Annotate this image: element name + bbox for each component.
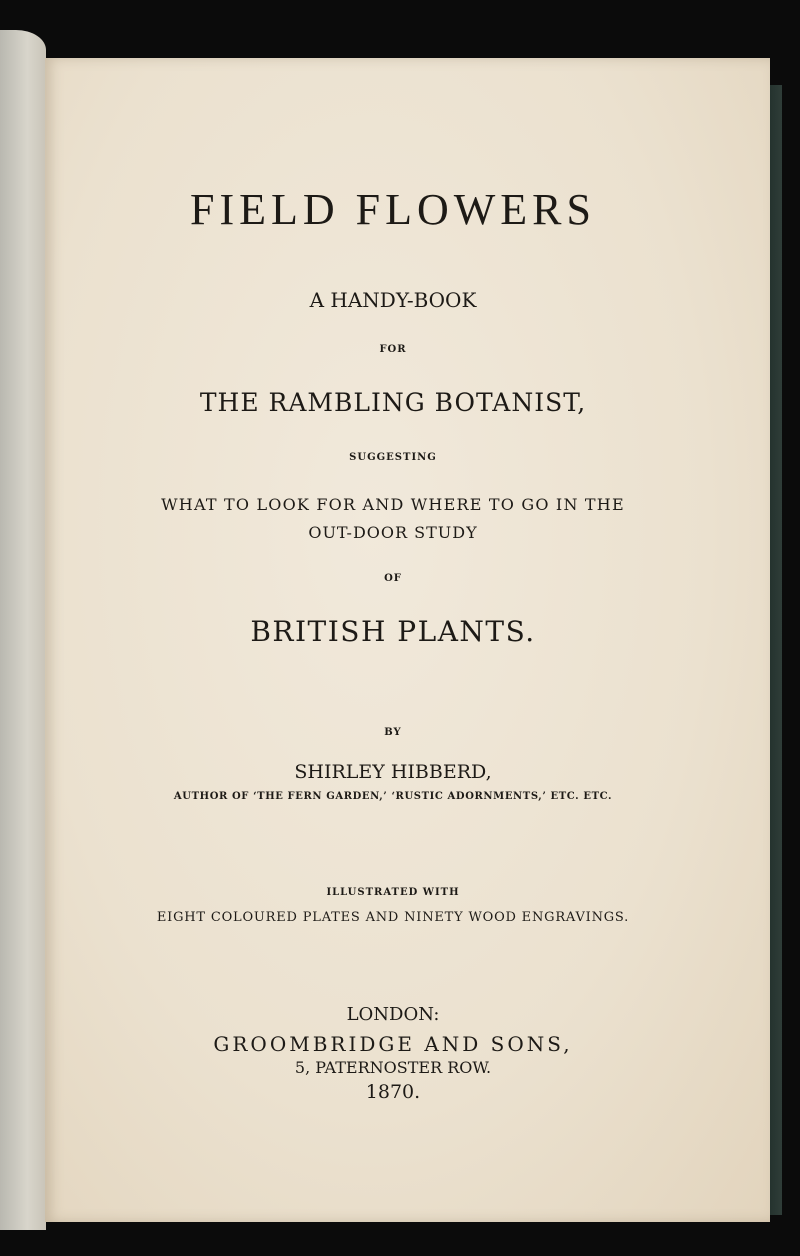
facing-page-edge: [0, 30, 46, 1230]
author-name: SHIRLEY HIBBERD,: [294, 761, 492, 783]
description-line-1: WHAT TO LOOK FOR AND WHERE TO GO IN THE: [161, 495, 625, 514]
illustrated-with-text: ILLUSTRATED WITH: [326, 887, 460, 898]
book-subtitle: A HANDY-BOOK: [309, 288, 477, 312]
publisher-address: 5, PATERNOSTER ROW.: [294, 1058, 492, 1077]
author-credits: AUTHOR OF ‘THE FERN GARDEN,’ ‘RUSTIC ADORNMENTS,’ ETC. ETC.: [173, 791, 613, 802]
publisher-name: GROOMBRIDGE AND SONS,: [213, 1032, 573, 1056]
publication-place: LONDON:: [346, 1004, 440, 1025]
book-title: FIELD FLOWERS: [190, 185, 596, 234]
of-text: OF: [384, 573, 402, 584]
illustrations-text: EIGHT COLOURED PLATES AND NINETY WOOD ENGRAVINGS.: [156, 910, 630, 925]
description-line-2: OUT-DOOR STUDY: [308, 523, 478, 542]
suggesting-text: SUGGESTING: [349, 452, 437, 463]
for-text: FOR: [379, 344, 407, 355]
subject-text: BRITISH PLANTS.: [250, 615, 536, 648]
publication-year: 1870.: [365, 1081, 421, 1103]
audience-text: THE RAMBLING BOTANIST,: [199, 388, 587, 417]
by-text: BY: [384, 727, 402, 738]
